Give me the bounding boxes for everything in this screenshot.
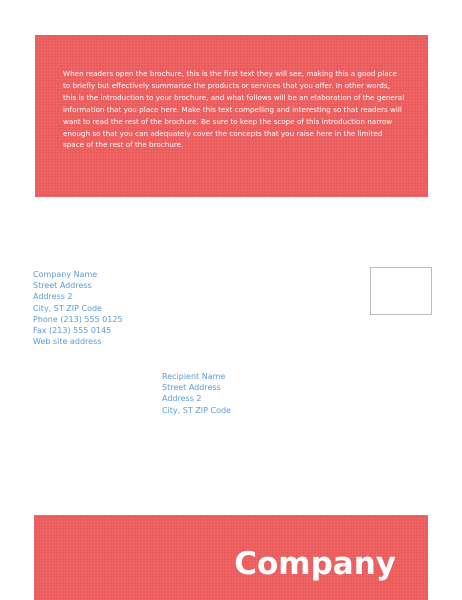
- stamp-placeholder: [370, 267, 432, 315]
- footer-company-name: Company: [234, 546, 396, 582]
- return-website: Web site address: [33, 337, 102, 347]
- recipient-street-address: Street Address: [162, 383, 221, 393]
- return-company-name: Company Name: [33, 270, 98, 279]
- return-fax: Fax (213) 555 0145: [33, 326, 112, 336]
- return-street-address: Street Address: [33, 281, 92, 291]
- recipient-address-block: [162, 371, 231, 416]
- return-address-2: Address 2: [33, 292, 73, 302]
- return-phone: Phone (213) 555 0125: [33, 314, 123, 324]
- return-city-state-zip: City, ST ZIP Code: [33, 303, 102, 313]
- intro-panel: [35, 35, 428, 197]
- recipient-name: Recipient Name: [162, 372, 226, 381]
- recipient-city-state-zip: City, ST ZIP Code: [162, 405, 231, 415]
- recipient-address-2: Address 2: [162, 394, 202, 404]
- intro-text: When readers open the brochure, this is the first text they will see, making this a good place to briefly but effectively summarize the products or services that you offer. In other words, this is the introduction to your brochure, and what follows will be an elaboration of the general information that you place here. Make this text compelling and interesting so that readers will want to read the rest of the brochure. Be sure to keep the scope of this introduction narrow enough so that you can adequately cover the concepts that you raise here in the limited space of the rest of the brochure.: [63, 69, 405, 150]
- return-address-block: [33, 269, 123, 347]
- footer-band: [34, 515, 428, 600]
